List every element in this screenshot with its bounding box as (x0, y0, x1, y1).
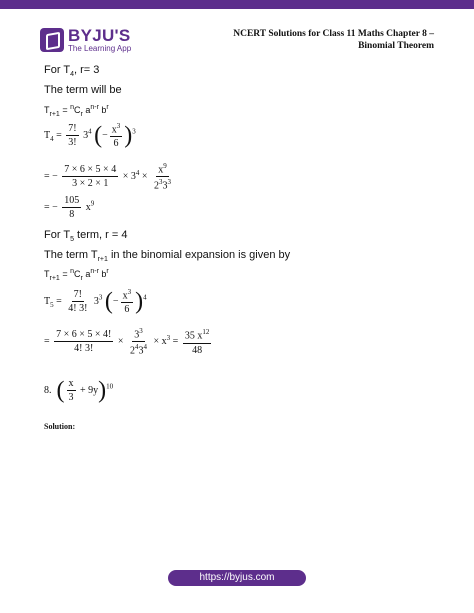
t5-intro-line: The term $T_{r+1}$ in the binomial expansion is given by (44, 249, 291, 264)
term-will-be-line: The term will be (44, 84, 122, 96)
t4-expansion: = − $\frac{7 \times 6 \times 5 \times 4}{3 \times 2 \times 1}$ × $3^4$ × $\frac{x^9}{2^33^3}$ (44, 162, 171, 192)
general-term-formula-2: $T_{r+1} = ^nC_r$ $a^{n-r}$ $b^r$ (44, 268, 109, 282)
brand-name: BYJU'S (68, 26, 131, 45)
question-8: 8. ( $\frac{x}{3}$ + 9y)$^{10}$ (44, 377, 114, 404)
t5-expression: $T_5$ = $\frac{7!}{4! 3!}$ $3^3$ (− $\frac{x^3}{6}$ )$^4$ (44, 288, 147, 316)
document-title: NCERT Solutions for Class 11 Maths Chapter 8 – Binomial Theorem (233, 29, 434, 51)
brand-tagline: The Learning App (68, 44, 132, 53)
for-t4-line: For $T_4$, r= 3 (44, 64, 100, 79)
t5-expansion: = $\frac{7 \times 6 \times 5 \times 4!}{4! 3!}$ × $\frac{3^3}{2^43^4}$ × $x^3$ = $\frac{35 x^{12}}{48}$ (44, 327, 210, 357)
t4-expression: $T_4$ = $\frac{7!}{3!}$ $3^4$ (− $\frac{x^3}{6}$ )$^3$ (44, 122, 136, 150)
top-accent-bar (0, 0, 474, 9)
byjus-logo (40, 27, 131, 53)
t4-result: = − $\frac{105}{8}$ $x^9$ (44, 195, 95, 220)
byjus-logo-icon (40, 28, 64, 52)
footer-url-link[interactable]: https://byjus.com (168, 570, 306, 586)
for-t5-line: For $T_5$ term, r = 4 (44, 229, 128, 244)
solution-label: Solution: (44, 422, 76, 431)
general-term-formula: $T_{r+1} = ^nC_r$ $a^{n-r}$ $b^r$ (44, 104, 109, 118)
